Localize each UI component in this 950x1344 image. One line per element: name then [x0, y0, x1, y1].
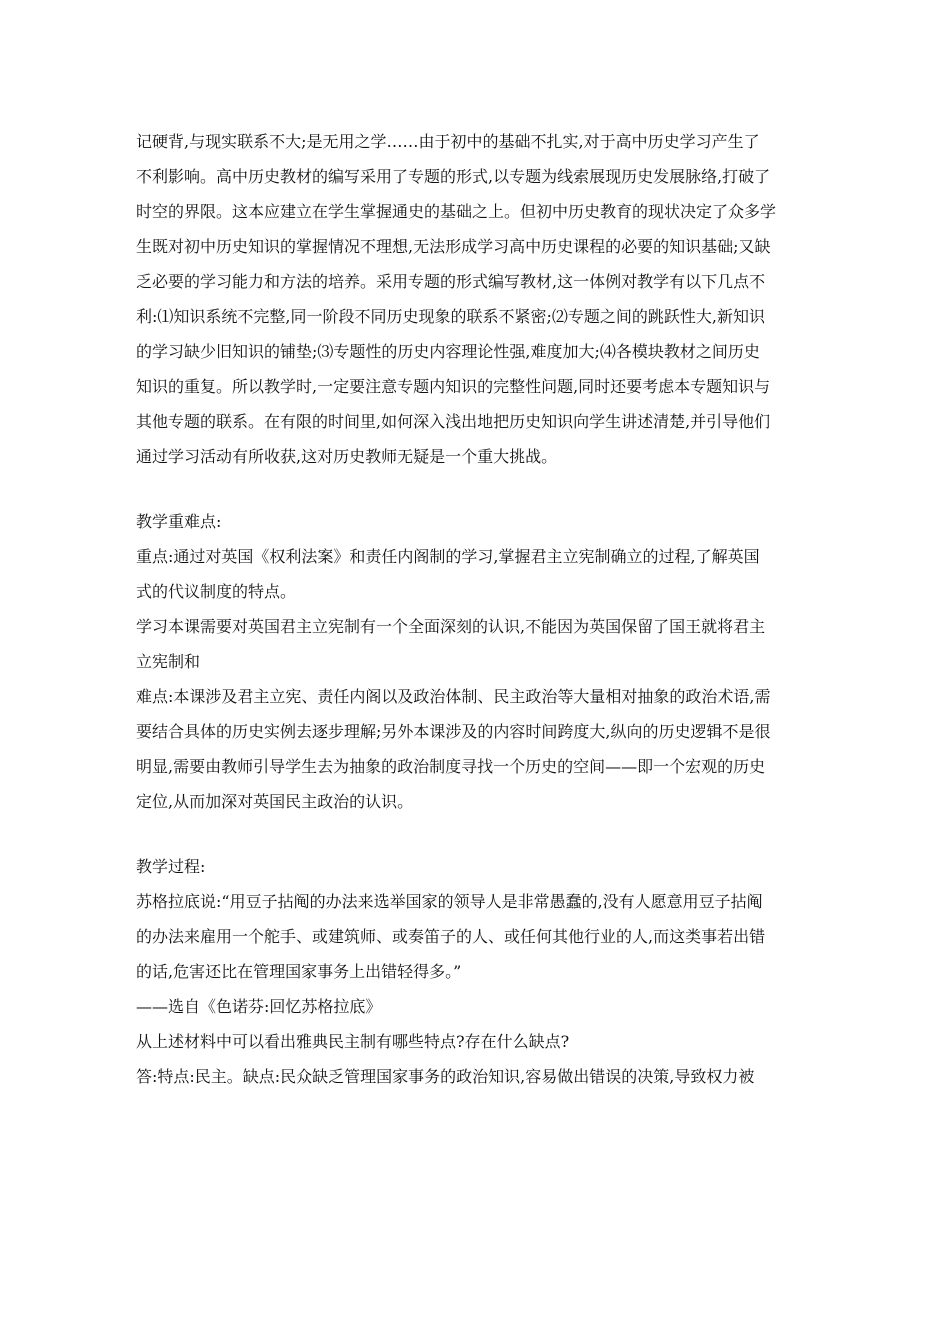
question-line: 从上述材料中可以看出雅典民主制有哪些特点?存在什么缺点?	[136, 1032, 570, 1051]
paragraph-line: 乏必要的学习能力和方法的培养。采用专题的形式编写教材,这一体例对教学有以下几点不	[136, 272, 766, 291]
quote-line: 的办法来雇用一个舵手、或建筑师、或奏笛子的人、或任何其他行业的人,而这类事若出错	[136, 927, 766, 946]
quote-line: 苏格拉底说:“用豆子拈阄的办法来选举国家的领导人是非常愚蠢的,没有人愿意用豆子拈阄	[136, 892, 763, 911]
quote-line: 的话,危害还比在管理国家事务上出错轻得多。”	[136, 962, 462, 981]
paragraph-line: 记硬背,与现实联系不大;是无用之学……由于初中的基础不扎实,对于高中历史学习产生了	[136, 132, 760, 151]
paragraph-line: 利:⑴知识系统不完整,同一阶段不同历史现象的联系不紧密;⑵专题之间的跳跃性大,新知识	[136, 307, 765, 326]
key-point-line: 重点:通过对英国《权利法案》和责任内阁制的学习,掌握君主立宪制确立的过程,了解英国	[136, 547, 760, 566]
paragraph-line: 通过学习活动有所收获,这对历史教师无疑是一个重大挑战。	[136, 447, 558, 466]
process-heading: 教学过程:	[136, 857, 206, 876]
difficult-point-line: 要结合具体的历史实例去逐步理解;另外本课涉及的内容时间跨度大,纵向的历史逻辑不是很	[136, 722, 771, 741]
note-line: 立宪制和	[136, 652, 201, 671]
paragraph-line: 的学习缺少旧知识的铺垫;⑶专题性的历史内容理论性强,难度加大;⑷各模块教材之间历史	[136, 342, 760, 361]
note-line: 学习本课需要对英国君主立宪制有一个全面深刻的认识,不能因为英国保留了国王就将君主	[136, 617, 766, 636]
quote-source: ——选自《色诺芬:回忆苏格拉底》	[136, 997, 382, 1016]
paragraph-line: 生既对初中历史知识的掌握情况不理想,无法形成学习高中历史课程的必要的知识基础;又缺	[136, 237, 771, 256]
key-point-line: 式的代议制度的特点。	[136, 582, 297, 601]
difficult-point-line: 明显,需要由教师引导学生去为抽象的政治制度寻找一个历史的空间——即一个宏观的历史	[136, 757, 766, 776]
paragraph-line: 其他专题的联系。在有限的时间里,如何深入浅出地把历史知识向学生讲述清楚,并引导他们	[136, 412, 771, 431]
key-points-heading: 教学重难点:	[136, 512, 222, 531]
paragraph-line: 时空的界限。这本应建立在学生掌握通史的基础之上。但初中历史教育的现状决定了众多学	[136, 202, 777, 221]
answer-line: 答:特点:民主。缺点:民众缺乏管理国家事务的政治知识,容易做出错误的决策,导致权力被	[136, 1067, 755, 1086]
paragraph-line: 不利影响。高中历史教材的编写采用了专题的形式,以专题为线索展现历史发展脉络,打破了	[136, 167, 771, 186]
paragraph-line: 知识的重复。所以教学时,一定要注意专题内知识的完整性问题,同时还要考虑本专题知识与	[136, 377, 771, 396]
difficult-point-line: 定位,从而加深对英国民主政治的认识。	[136, 792, 414, 811]
difficult-point-line: 难点:本课涉及君主立宪、责任内阁以及政治体制、民主政治等大量相对抽象的政治术语,需	[136, 687, 771, 706]
